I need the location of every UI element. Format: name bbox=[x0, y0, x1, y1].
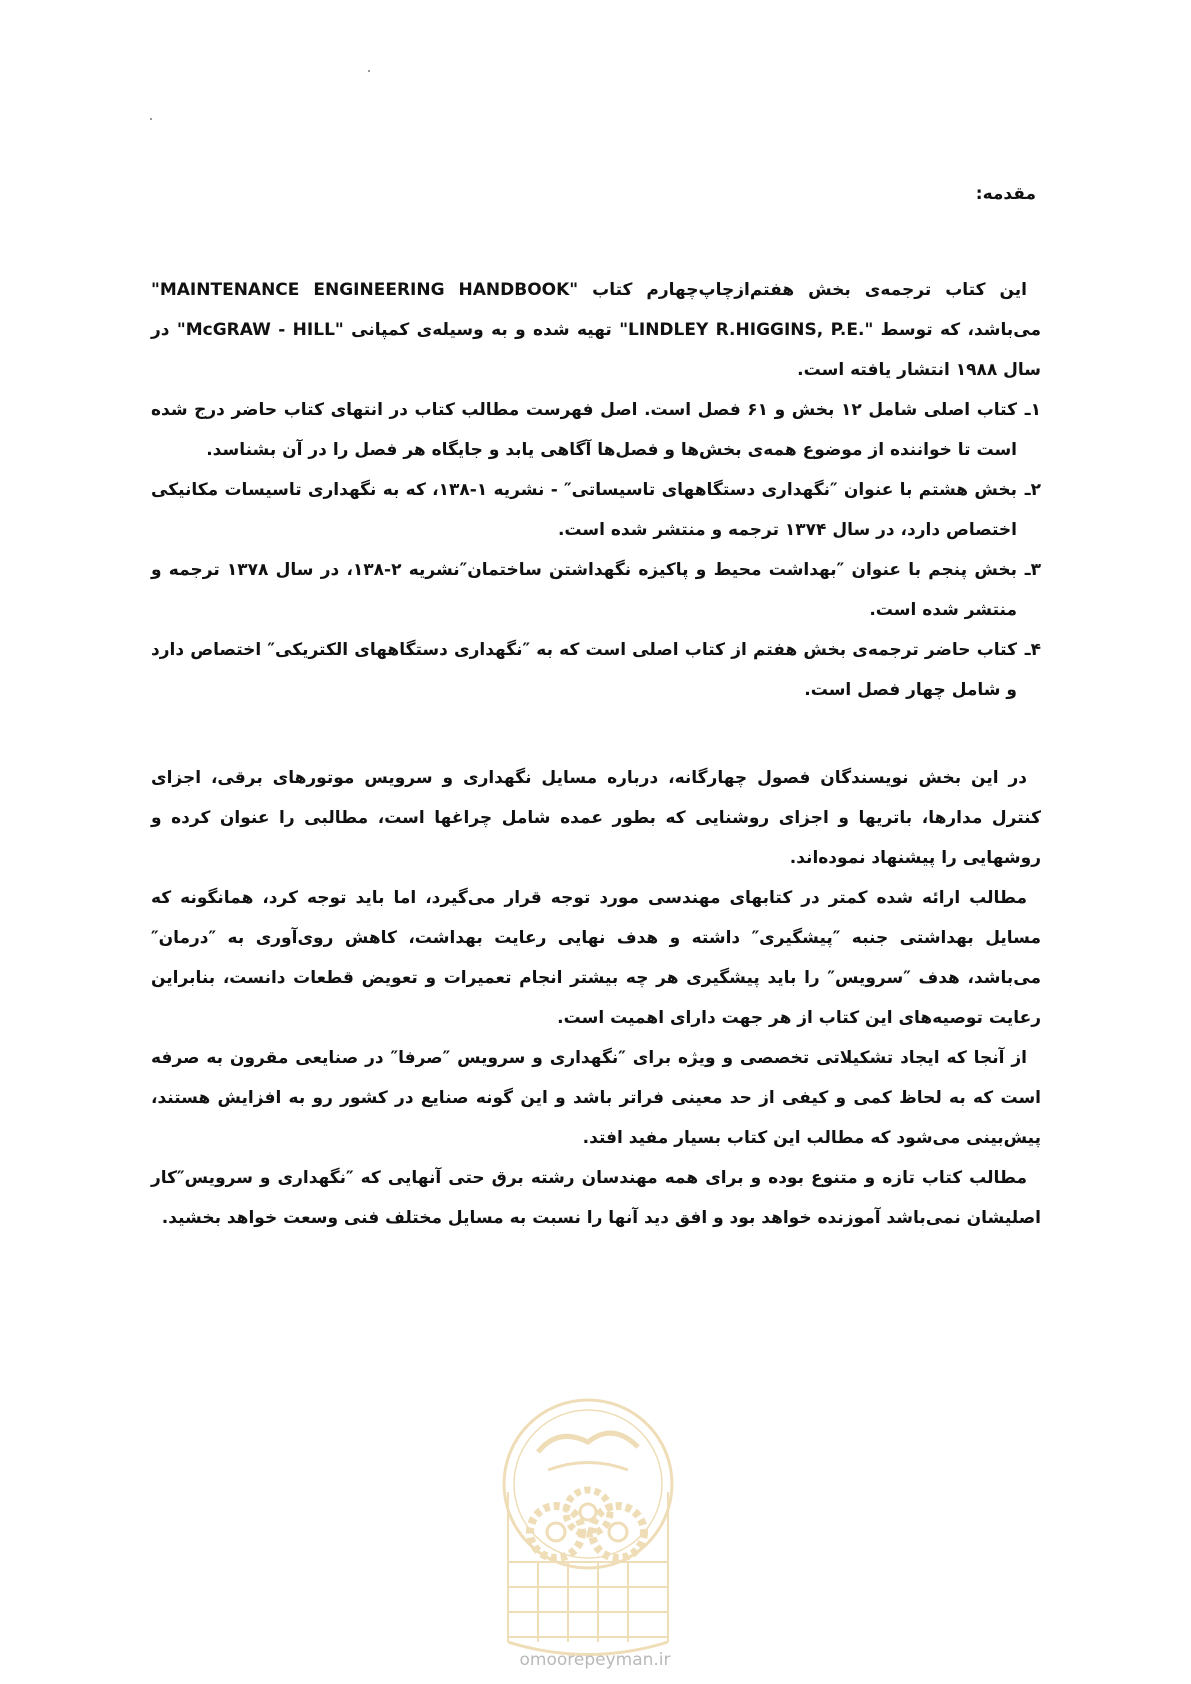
list-number: ۴ـ bbox=[1024, 640, 1041, 660]
intro-paragraph bbox=[151, 270, 1041, 390]
body-paragraph: مطالب کتاب تازه و متنوع بوده و برای همه مهندسان رشته برق حتی آنهایی که ″نگهداری و سرویس″کار اصلیشان نمی‌باشد آموزنده خواهد بود و افق دید آنها را نسبت به مسایل مختلف فنی وسعت خواهد بخشید. bbox=[151, 1168, 1041, 1228]
watermark-url: omoorepeyman.ir bbox=[519, 1650, 671, 1670]
list-text: کتاب اصلی شامل ۱۲ بخش و ۶۱ فصل است. اصل فهرست مطالب کتاب در انتهای کتاب حاضر درج شده است تا خواننده از موضوع همه‌ی بخش‌ها و فصل‌ها آگاهی یابد و جایگاه هر فصل را در آن بشناسد. bbox=[151, 400, 1017, 460]
author-name: "LINDLEY R.HIGGINS, P.E." bbox=[619, 320, 874, 340]
list-item bbox=[151, 550, 1041, 630]
section-heading: مقدمه: bbox=[975, 184, 1036, 204]
intro-text-end: در سال ۱۹۸۸ انتشار یافته است. bbox=[151, 320, 1041, 380]
list-item bbox=[151, 630, 1041, 710]
document-body bbox=[151, 270, 1041, 1238]
section-spacer bbox=[151, 710, 1041, 758]
list-text: بخش هشتم با عنوان ″نگهداری دستگاههای تاسیساتی″ - نشریه ۱-۱۳۸، که به نگهداری تاسیسات مکانیکی اختصاص دارد، در سال ۱۳۷۴ ترجمه و منتشر شده است. bbox=[151, 480, 1017, 540]
list-number: ۲ـ bbox=[1024, 480, 1041, 500]
list-item bbox=[151, 390, 1041, 470]
body-paragraph: مطالب ارائه شده کمتر در کتابهای مهندسی مورد توجه قرار می‌گیرد، اما باید توجه کرد، همانگونه که مسایل بهداشتی جنبه ″پیشگیری″ داشته و هدف نهایی رعایت بهداشت، کاهش روی‌آوری به ″درمان″ می‌باشد، هدف ″سرویس″ را باید پیشگیری هر چه بیشتر انجام تعمیرات و تعویض قطعات دانست، بنابراین رعایت توصیه‌های این کتاب از هر جهت دارای اهمیت است. bbox=[151, 888, 1041, 1028]
list-number: ۳ـ bbox=[1024, 560, 1041, 580]
notes-list bbox=[151, 390, 1041, 710]
body-paragraph: از آنجا که ایجاد تشکیلاتی تخصصی و ویژه برای ″نگهداری و سرویس ″صرفا″ در صنایعی مقرون به صرفه است که به لحاظ کمی و کیفی از حد معینی فراتر باشد و این گونه صنایع در کشور رو به افزایش هستند، پیش‌بینی می‌شود که مطالب این کتاب بسیار مفید افتد. bbox=[151, 1048, 1041, 1148]
intro-text-middle: می‌باشد، که توسط bbox=[873, 320, 1042, 340]
scan-speck bbox=[150, 118, 152, 120]
intro-text-middle2: تهیه شده و به وسیله‌ی کمپانی bbox=[343, 320, 620, 340]
publisher-name: "McGRAW - HILL" bbox=[176, 320, 344, 340]
list-text: کتاب حاضر ترجمه‌ی بخش هفتم از کتاب اصلی است که به ″نگهداری دستگاههای الکتریکی″ اختصاص دارد و شامل چهار فصل است. bbox=[151, 640, 1017, 700]
omoore-peyman-seal-icon bbox=[478, 1392, 698, 1662]
list-item bbox=[151, 470, 1041, 550]
scan-speck bbox=[368, 70, 370, 72]
body-paragraph: در این بخش نویسندگان فصول چهارگانه، درباره مسایل نگهداری و سرویس موتورهای برقی، اجزای کنترل مدارها، باتریها و اجزای روشنایی که بطور عمده شامل چراغها است، مطالبی را عنوان کرده و روشهایی را پیشنهاد نموده‌اند. bbox=[151, 768, 1041, 868]
intro-text-start: این کتاب ترجمه‌ی بخش هفتم‌ازچاپ‌چهارم کتاب bbox=[578, 280, 1027, 300]
list-number: ۱ـ bbox=[1024, 400, 1041, 420]
handbook-title: "MAINTENANCE ENGINEERING HANDBOOK" bbox=[151, 280, 579, 300]
list-text: بخش پنجم با عنوان ″بهداشت محیط و پاکیزه نگهداشتن ساختمان″نشریه ۲-۱۳۸، در سال ۱۳۷۸ ترجمه و منتشر شده است. bbox=[151, 560, 1018, 620]
